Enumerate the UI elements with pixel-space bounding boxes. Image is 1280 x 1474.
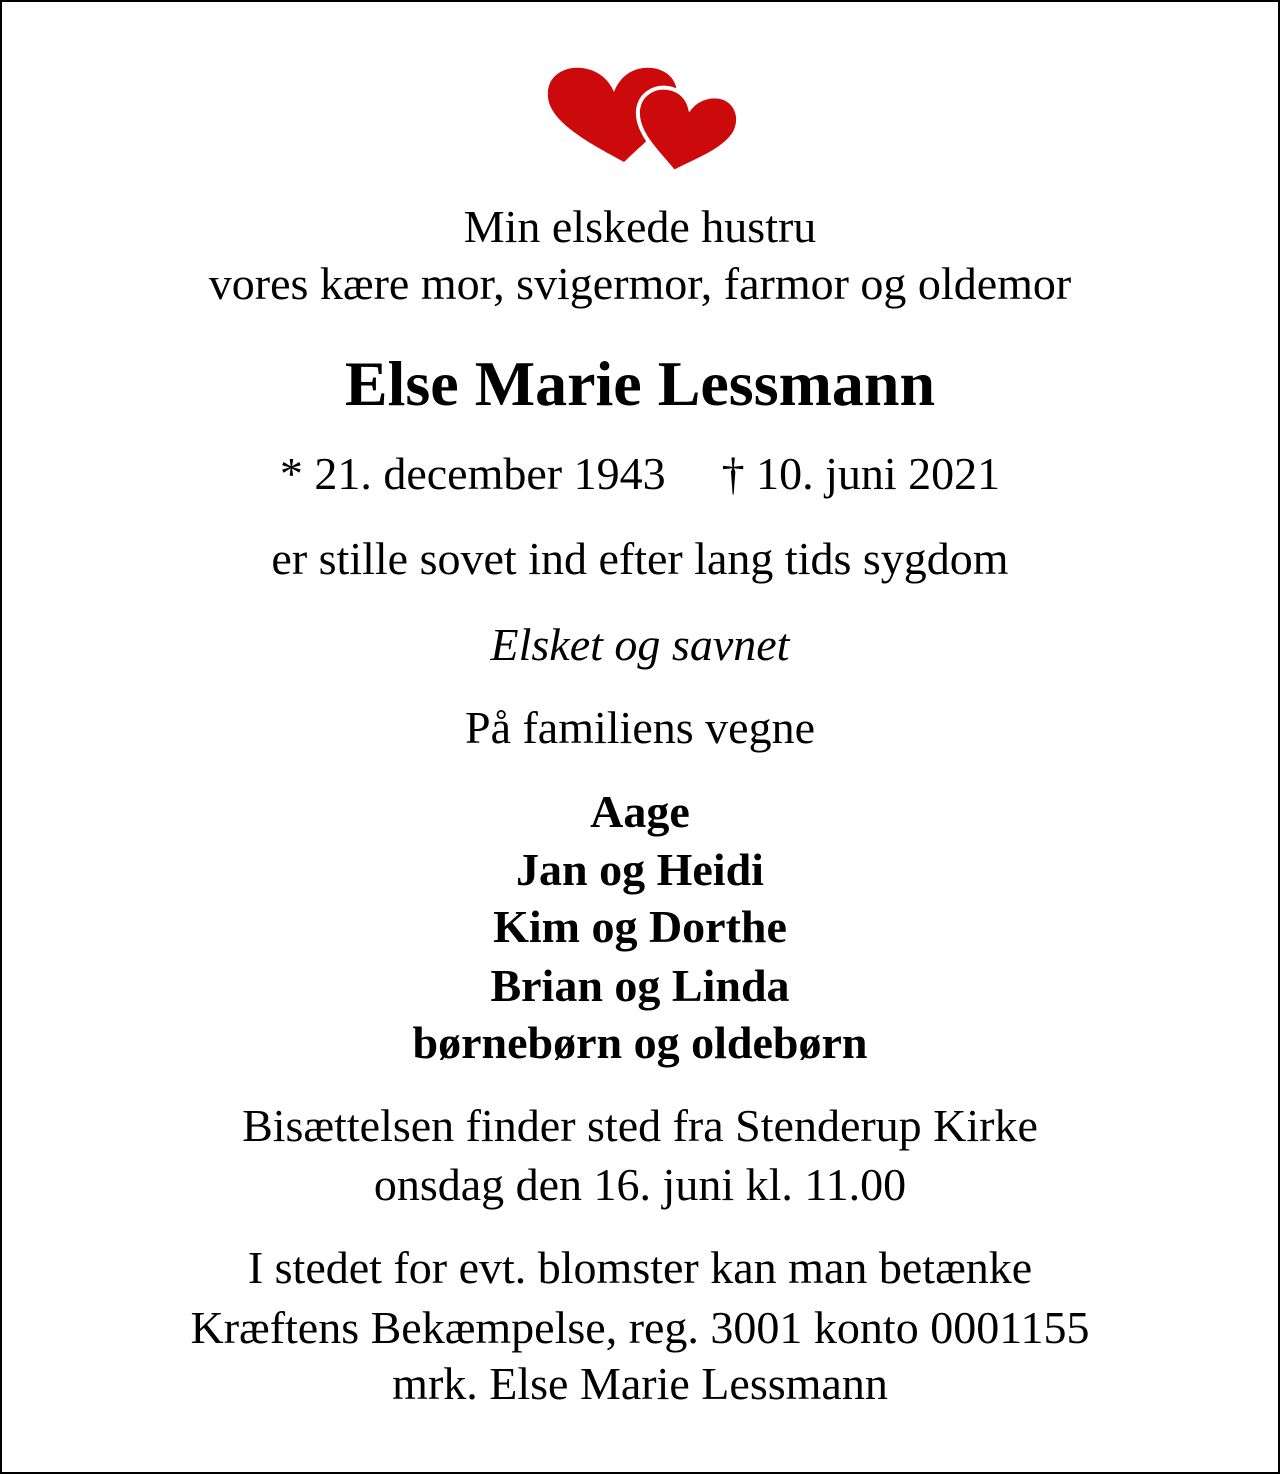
- family-member: Jan og Heidi: [516, 844, 764, 895]
- donation-line-1: I stedet for evt. blomster kan man betænke: [247, 1242, 1033, 1293]
- intro-line-1: Min elskede hustru: [463, 201, 817, 252]
- funeral-line-2: onsdag den 16. juni kl. 11.00: [373, 1159, 907, 1210]
- on-behalf: På familiens vegne: [464, 702, 815, 753]
- tribute: Elsket og savnet: [490, 619, 790, 670]
- death-date: † 10. juni 2021: [721, 448, 1001, 499]
- donation-line-3: mrk. Else Marie Lessmann: [392, 1358, 888, 1409]
- funeral-line-1: Bisættelsen finder sted fra Stenderup Kirke: [242, 1100, 1038, 1151]
- donation-line-2: Kræftens Bekæmpelse, reg. 3001 konto 0001155: [190, 1302, 1090, 1353]
- deceased-name: Else Marie Lessmann: [344, 348, 936, 419]
- family-member: Aage: [590, 786, 690, 837]
- two-hearts-icon: [542, 62, 742, 174]
- family-member: Kim og Dorthe: [493, 901, 787, 952]
- birth-date: * 21. december 1943: [279, 448, 666, 499]
- family-member: børnebørn og oldebørn: [412, 1017, 868, 1068]
- intro-line-2: vores kære mor, svigermor, farmor og oldemor: [208, 258, 1072, 309]
- message: er stille sovet ind efter lang tids sygdom: [271, 533, 1009, 584]
- dates: [2, 446, 1278, 502]
- family-member: Brian og Linda: [490, 960, 790, 1011]
